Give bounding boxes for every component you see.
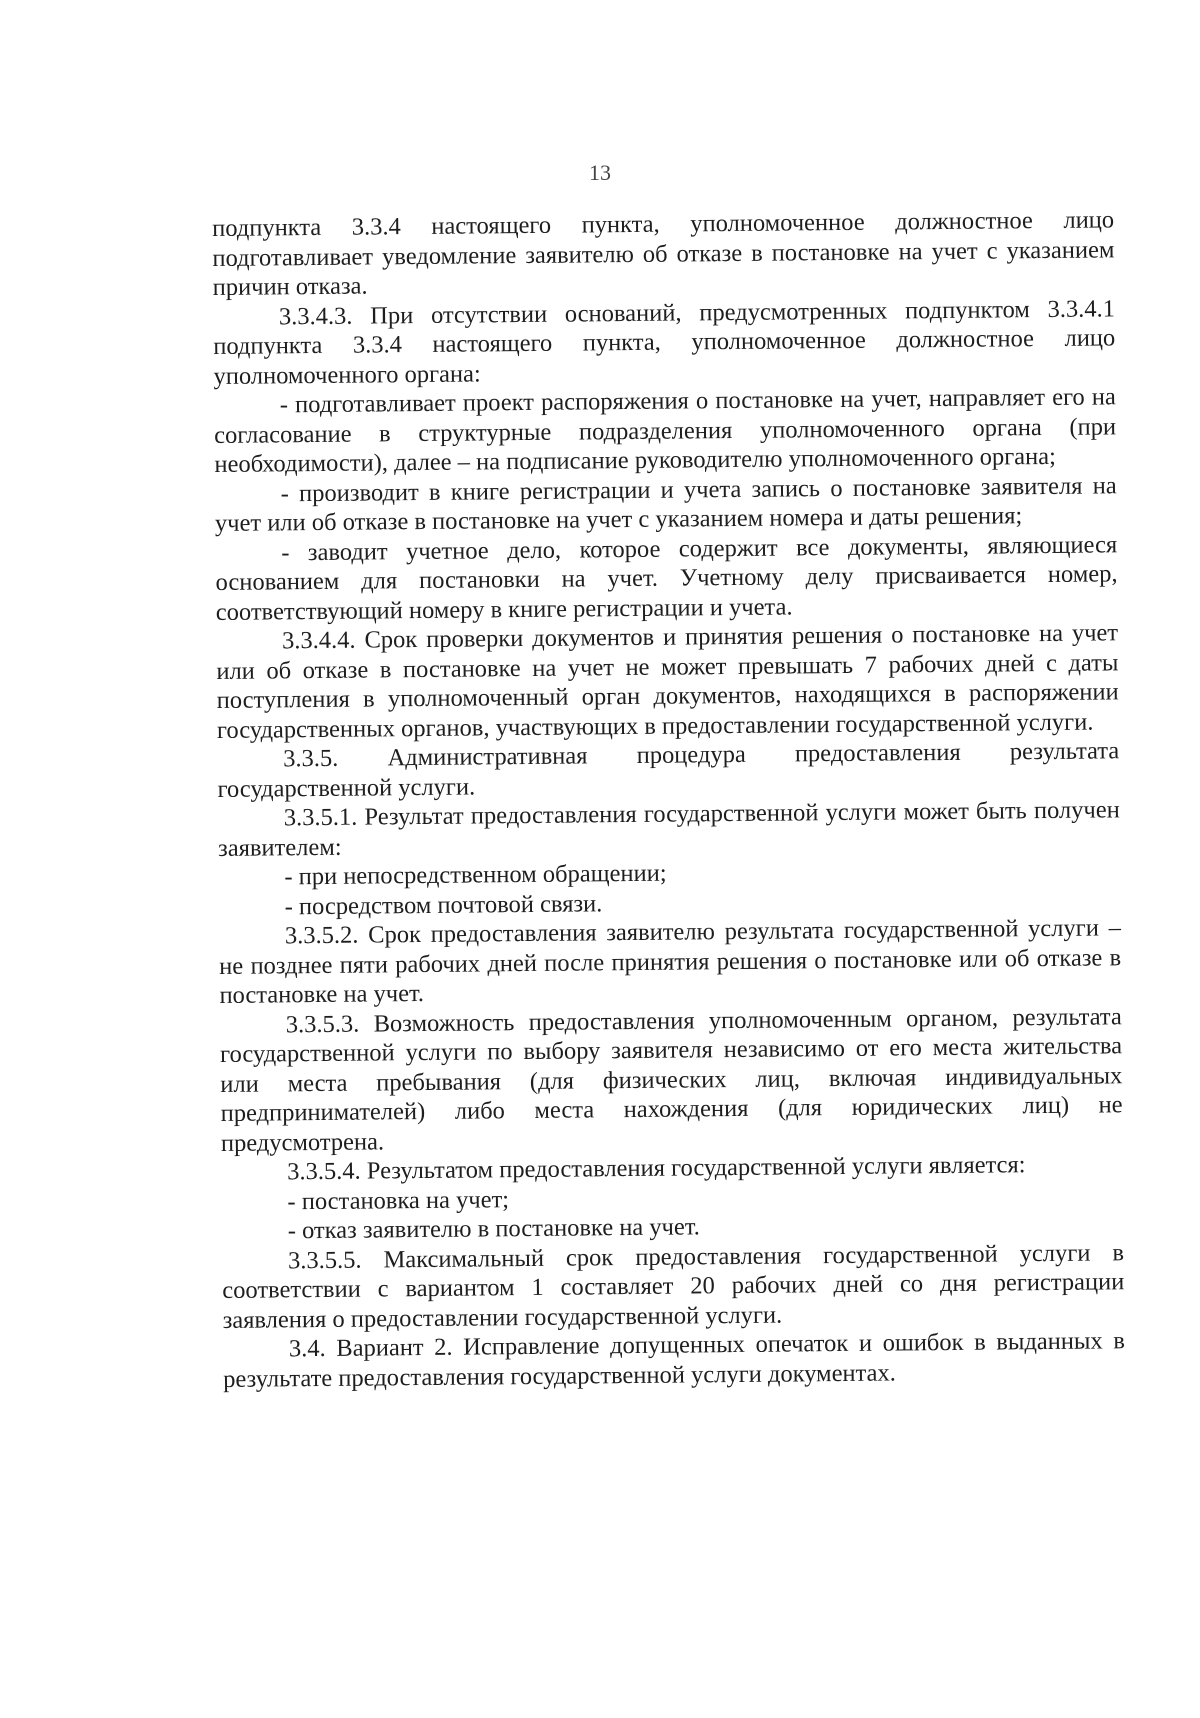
section-heading: 3.3.5. Административная процедура предоставления результата государственной услуги. bbox=[217, 737, 1120, 803]
list-item: - отказ заявителю в постановке на учет. bbox=[287, 1213, 700, 1245]
paragraph: 3.3.5.4. Результатом предоставления государственной услуги является: bbox=[287, 1151, 1026, 1186]
paragraph: 3.3.5.5. Максимальный срок предоставления государственной услуги в соответствии с вариантом 1 составляет 20 рабочих дней со дня регистрации заявления о предоставлении государственной услуги. bbox=[222, 1238, 1125, 1334]
document-body bbox=[212, 205, 1125, 1394]
list-item: - производит в книге регистрации и учета запись о постановке заявителя на учет или об отказе в постановке на учет с указанием номера и даты решения; bbox=[214, 471, 1117, 537]
paragraph: 3.3.5.1. Результат предоставления государственной услуги может быть получен заявителем: bbox=[217, 796, 1120, 862]
list-item: - подготавливает проект распоряжения о постановке на учет, направляет его на согласование в структурные подразделения уполномоченного органа (при необходимости), далее – на подписание руководителю уполномоченного органа; bbox=[213, 383, 1117, 478]
list-item: - посредством почтовой связи. bbox=[284, 889, 603, 920]
list-item: - постановка на учет; bbox=[287, 1185, 510, 1215]
paragraph: подпункта 3.3.4 настоящего пункта, уполномоченное должностное лицо подготавливает уведомление заявителю об отказе в постановке на учет с указанием причин отказа. bbox=[212, 206, 1115, 301]
page-number: 13 bbox=[589, 160, 611, 185]
paragraph: 3.3.4.3. При отсутствии оснований, предусмотренных подпунктом 3.3.4.1 подпункта 3.3.4 настоящего пункта, уполномоченное должностное лицо уполномоченного органа: bbox=[213, 294, 1116, 390]
list-item: - при непосредственном обращении; bbox=[284, 859, 667, 891]
paragraph: 3.3.5.2. Срок предоставления заявителю результата государственной услуги – не позднее пяти рабочих дней после принятия решения о постановке или об отказе в постановке на учет. bbox=[219, 914, 1122, 1009]
paragraph: 3.3.4.4. Срок проверки документов и принятия решения о постановке на учет или об отказе в постановке на учет не может превышать 7 рабочих дней с даты поступления в уполномоченный орган документов, находящихся в распоряжении государственных органов, участвующих в предоставлении государственной услуги. bbox=[216, 619, 1119, 744]
list-item: - заводит учетное дело, которое содержит все документы, являющиеся основанием для постановки на учет. Учетному делу присваивается номер, соответствующий номеру в книге регистрации и учета. bbox=[215, 530, 1118, 626]
paragraph: 3.3.5.3. Возможность предоставления уполномоченным органом, результата государственной услуги по выбору заявителя независимо от его места жительства или места пребывания (для физических лиц, включая индивидуальных предпринимателей) либо места нахождения (для юридических лиц) не предусмотрена. bbox=[219, 1002, 1123, 1157]
section-heading: 3.4. Вариант 2. Исправление допущенных опечаток и ошибок в выданных в результате предоставления государственной услуги документах. bbox=[223, 1327, 1125, 1393]
